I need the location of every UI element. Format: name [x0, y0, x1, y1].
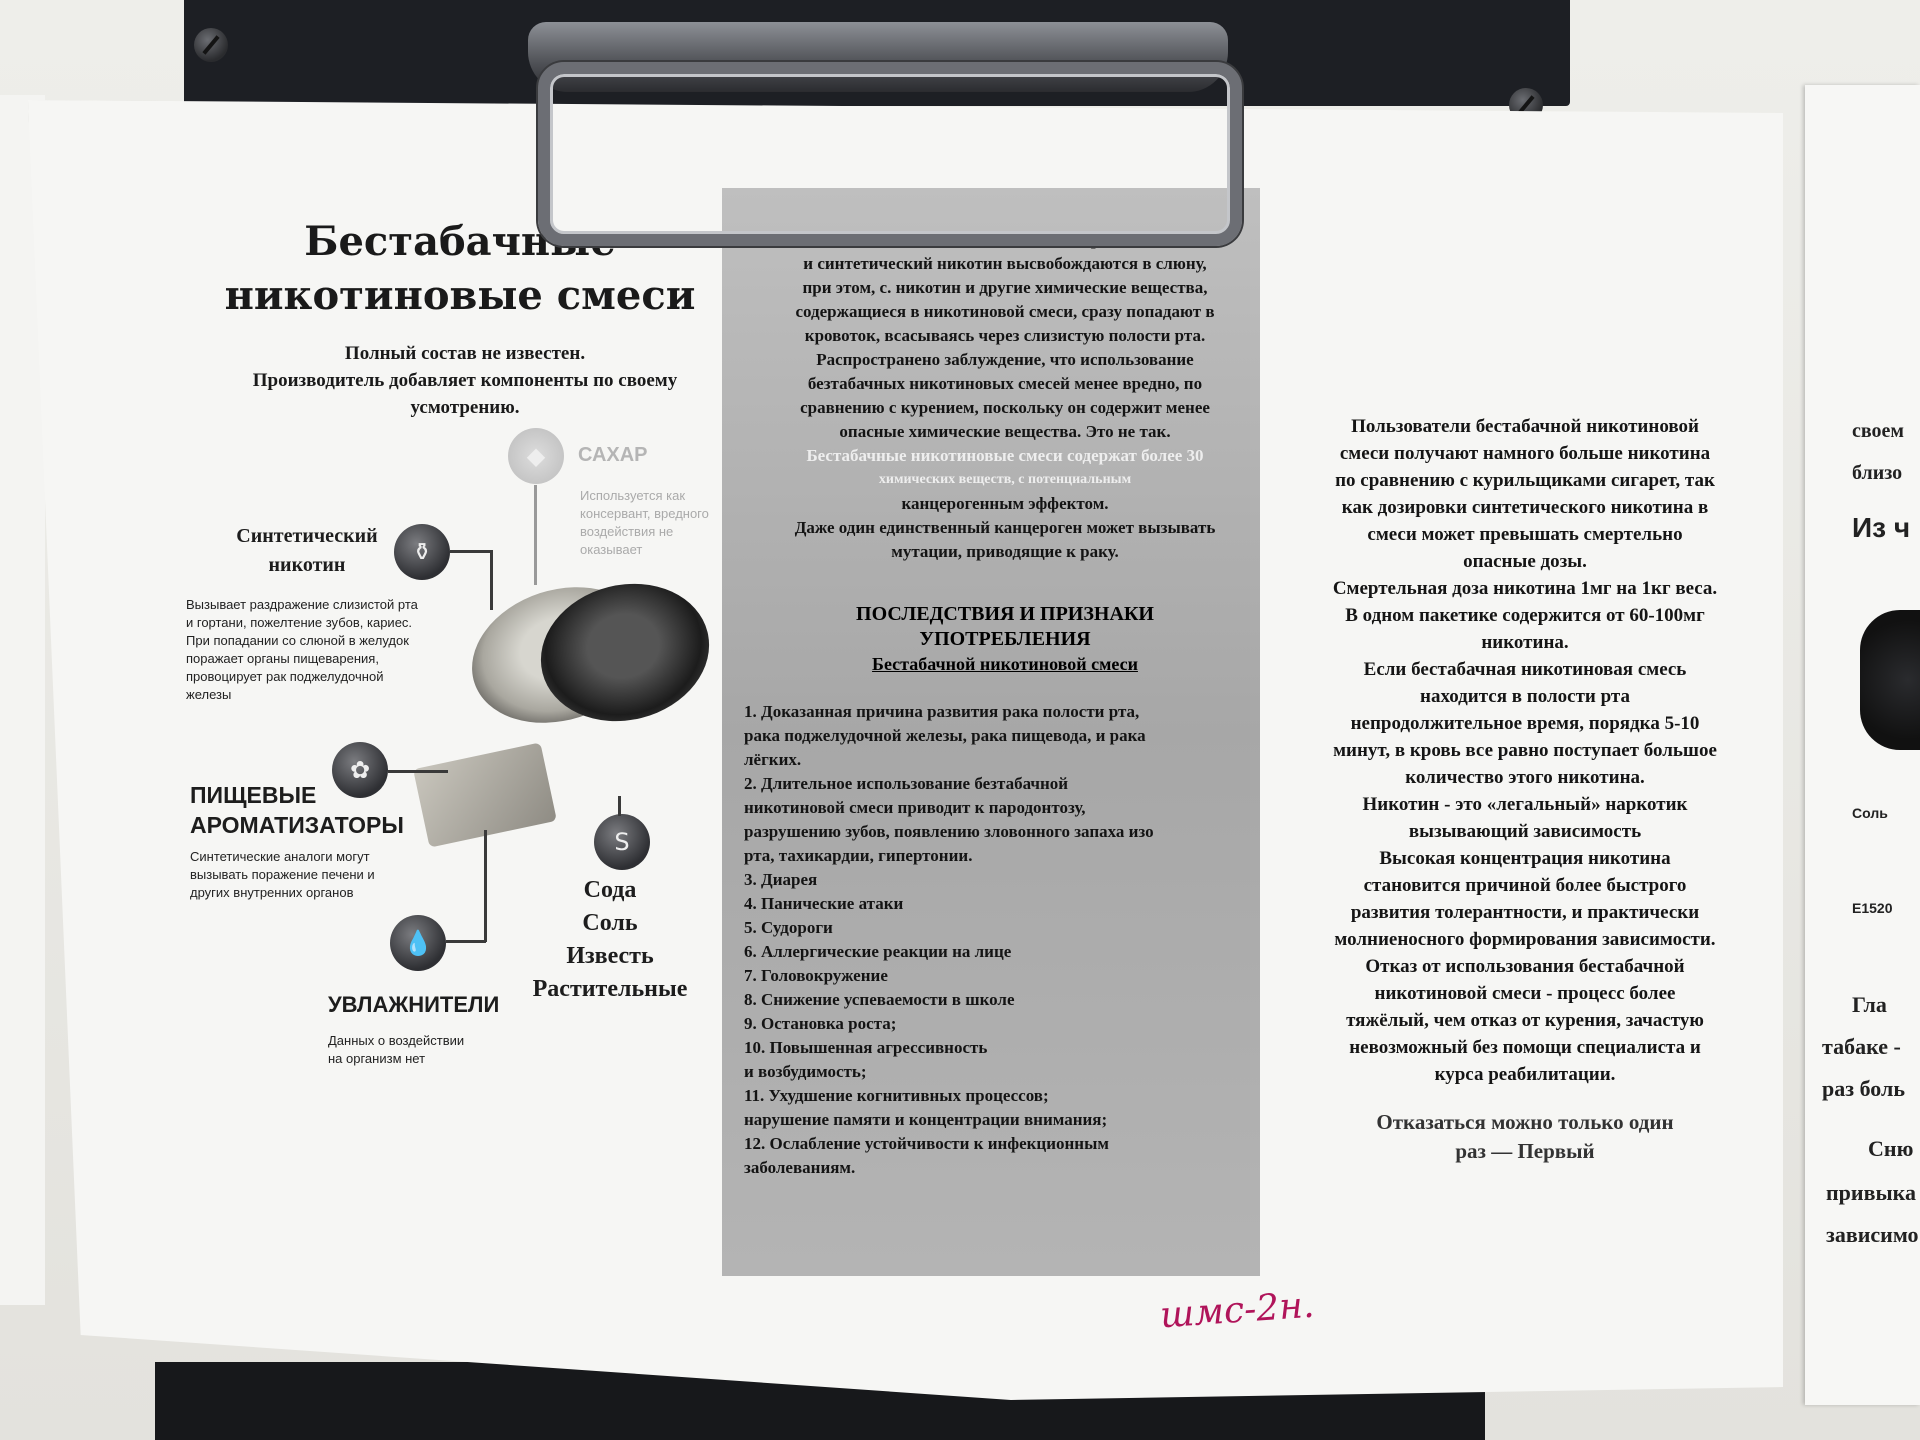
text-line-faint: Бестабачные никотиновые смеси содержат более 30 [806, 446, 1204, 465]
label-line: Синтетический [236, 525, 378, 547]
flavors-label [190, 780, 404, 840]
desc-line: оказывает [580, 542, 643, 557]
text-line: и синтетический никотин высвобождаются в слюну, [803, 254, 1207, 273]
desc-line: вызывать поражение печени и [190, 867, 375, 882]
flavors-description [190, 848, 375, 902]
text-line: В одном пакетике содержится от 60-100мг [1345, 605, 1705, 626]
text-line: Бестабачные никотиновые смеси, содержащие известь [794, 230, 1216, 249]
text-line: тяжёлый, чем отказ от курения, зачастую [1346, 1010, 1704, 1031]
text-line: мутации, приводящие к раку. [891, 542, 1119, 561]
list-item: 12. Ослабление устойчивости к инфекционным [744, 1134, 1109, 1153]
side-text: Сню [1868, 1136, 1914, 1161]
list-item: никотиновой смеси приводит к пародонтозу, [744, 798, 1086, 817]
list-item: нарушение памяти и концентрации внимания; [744, 1110, 1108, 1129]
droplet-icon: 💧 [390, 915, 446, 971]
handwritten-note: шмс-2н. [1158, 1284, 1316, 1337]
side-can-image [1860, 610, 1920, 750]
sugar-label: САХАР [578, 444, 648, 466]
text-line: содержащиеся в никотиновой смеси, сразу попадают в [795, 302, 1215, 321]
desc-line: Данных о воздействии [328, 1033, 465, 1048]
desc-line: железы [186, 687, 232, 702]
screw-icon [194, 28, 228, 62]
text-line: как дозировки синтетического никотина в [1341, 497, 1709, 518]
desc-line: Используется как [580, 488, 686, 503]
nicotine-label [212, 522, 402, 580]
text-line: смеси может превышать смертельно [1367, 524, 1683, 545]
text-line: Даже один единственный канцероген может вызывать [794, 518, 1216, 537]
text-line: Смертельная доза никотина 1мг на 1кг веса. [1332, 578, 1718, 599]
text-line: при этом, с. никотин и другие химические вещества, [802, 278, 1208, 297]
side-text: Соль [1852, 805, 1888, 821]
text-line: никотиновой смеси - процесс более [1374, 983, 1676, 1004]
label-line: Сода [583, 877, 637, 903]
salt-shaker-icon: S [594, 814, 650, 870]
text-line: опасные дозы. [1463, 551, 1587, 572]
desc-line: и гортани, пожелтение зубов, кариес. [186, 615, 413, 630]
sugar-icon: ◆ [508, 428, 564, 484]
label-line: АРОМАТИЗАТОРЫ [190, 812, 404, 838]
right-column-text [1275, 413, 1775, 1166]
text-line: Никотин - это «легальный» наркотик [1362, 794, 1688, 815]
text-line: Отказ от использования бестабачной [1365, 956, 1685, 977]
list-item: и возбудимость; [744, 1062, 867, 1081]
text-line: непродолжительное время, порядка 5-10 [1350, 713, 1700, 734]
text-line: по сравнению с курильщиками сигарет, так [1335, 470, 1715, 491]
leaflet-subtitle [190, 340, 740, 421]
side-text: привыка [1826, 1180, 1916, 1205]
text-line: курса реабилитации. [1434, 1064, 1616, 1085]
other-ingredients-label [520, 874, 700, 1006]
side-text: зависимо [1826, 1222, 1919, 1247]
clip-wire-handle [538, 62, 1242, 246]
middle-intro [760, 228, 1250, 564]
text-line: Пользователи бестабачной никотиновой [1351, 416, 1699, 437]
label-line: никотин [268, 554, 346, 576]
list-item: 10. Повышенная агрессивность [744, 1038, 988, 1057]
text-line: становится причиной более быстрого [1363, 875, 1687, 896]
side-heading: Из ч [1852, 512, 1911, 543]
text-line: молниеносного формирования зависимости. [1334, 929, 1716, 950]
subtitle-line: Производитель добавляет компоненты по своему [252, 370, 678, 391]
label-line: Известь [566, 943, 654, 969]
desc-line: Синтетические аналоги могут [190, 849, 370, 864]
side-text: раз боль [1822, 1076, 1905, 1101]
connector-line [388, 770, 448, 773]
connector-line [534, 485, 537, 585]
side-text: близо [1852, 462, 1903, 484]
list-item: 9. Остановка роста; [744, 1014, 897, 1033]
flavor-icon: ✿ [332, 742, 388, 798]
side-text: Гла [1852, 992, 1887, 1017]
label-line: Растительные [532, 976, 688, 1002]
moisturizers-description [328, 1032, 464, 1068]
connector-line [446, 940, 486, 943]
label-line: Соль [582, 910, 638, 936]
text-line-faint: химических веществ, с потенциальным [878, 472, 1132, 487]
side-text: табаке - [1822, 1034, 1901, 1059]
heading-line: УПОТРЕБЛЕНИЯ [919, 628, 1091, 650]
text-line: количество этого никотина. [1405, 767, 1645, 788]
text-line: находится в полости рта [1420, 686, 1630, 707]
title-line: никотиновые смеси [224, 272, 696, 319]
list-item: 6. Аллергические реакции на лице [744, 942, 1012, 961]
consequences-list [744, 700, 1154, 1180]
text-line: кровоток, всасываясь через слизистую полости рта. [804, 326, 1206, 345]
connector-line [490, 550, 493, 610]
list-item: 11. Ухудшение когнитивных процессов; [744, 1086, 1049, 1105]
connector-line [484, 830, 487, 942]
binder-clip [528, 22, 1228, 228]
nicotine-description [186, 596, 418, 704]
text-line: Высокая концентрация никотина [1379, 848, 1671, 869]
consequences-heading [760, 602, 1250, 677]
side-text: E1520 [1852, 900, 1893, 916]
text-line: Распространено заблуждение, что использование [816, 350, 1194, 369]
text-line: канцерогенным эффектом. [901, 494, 1109, 513]
list-item: 1. Доказанная причина развития рака полости рта, [744, 702, 1140, 721]
desc-line: на организм нет [328, 1051, 426, 1066]
moisturizers-label: УВЛАЖНИТЕЛИ [328, 992, 500, 1017]
subtitle-line: Полный состав не известен. [344, 343, 586, 364]
desc-line: консервант, вредного [580, 506, 709, 521]
side-text: своем [1852, 420, 1905, 442]
text-line: никотина. [1481, 632, 1569, 653]
title-line: Бестабачные [304, 218, 616, 265]
list-item: лёгких. [744, 750, 802, 769]
desc-line: других внутренних органов [190, 885, 354, 900]
subtitle-line: усмотрению. [410, 397, 520, 418]
desc-line: поражает органы пищеварения, [186, 651, 379, 666]
list-item: 7. Головокружение [744, 966, 888, 985]
text-line: безтабачных никотиновых смесей менее вредно, по [807, 374, 1203, 393]
spacer [1275, 1088, 1775, 1108]
desc-line: Вызывает раздражение слизистой рта [186, 597, 418, 612]
text-line: невозможный без помощи специалиста и [1349, 1037, 1701, 1058]
list-item: заболеваниям. [744, 1158, 856, 1177]
closing-line: раз — Первый [1455, 1139, 1595, 1163]
connector-line [618, 796, 621, 816]
list-item: 4. Панические атаки [744, 894, 904, 913]
text-line: опасные химические вещества. Это не так. [839, 422, 1171, 441]
nicotine-bottle-icon: ⚱ [394, 524, 450, 580]
list-item: рака поджелудочной железы, рака пищевода, и рака [744, 726, 1146, 745]
text-line: минут, в кровь все равно поступает большое [1333, 740, 1717, 761]
text-line: развития толерантности, и практически [1350, 902, 1700, 923]
connector-line [450, 550, 492, 553]
heading-underlined: Бестабачной никотиновой смеси [872, 654, 1138, 674]
desc-line: провоцирует рак поджелудочной [186, 669, 384, 684]
list-item: 3. Диарея [744, 870, 818, 889]
closing-line: Отказаться можно только один [1376, 1110, 1674, 1134]
text-line: смеси получают намного больше никотина [1339, 443, 1711, 464]
list-item: 5. Судороги [744, 918, 833, 937]
desc-line: воздействия не [580, 524, 674, 539]
heading-line: ПОСЛЕДСТВИЯ И ПРИЗНАКИ [856, 603, 1154, 625]
list-item: разрушению зубов, появлению зловонного запаха изо [744, 822, 1154, 841]
sugar-description [580, 487, 709, 559]
list-item: 2. Длительное использование безтабачной [744, 774, 1069, 793]
text-line: вызывающий зависимость [1408, 821, 1642, 842]
text-line: сравнению с курением, поскольку он содержит менее [800, 398, 1210, 417]
list-item: 8. Снижение успеваемости в школе [744, 990, 1015, 1009]
list-item: рта, тахикардии, гипертонии. [744, 846, 973, 865]
text-line: Если бестабачная никотиновая смесь [1363, 659, 1687, 680]
label-line: ПИЩЕВЫЕ [190, 782, 317, 808]
desc-line: При попадании со слюной в желудок [186, 633, 409, 648]
